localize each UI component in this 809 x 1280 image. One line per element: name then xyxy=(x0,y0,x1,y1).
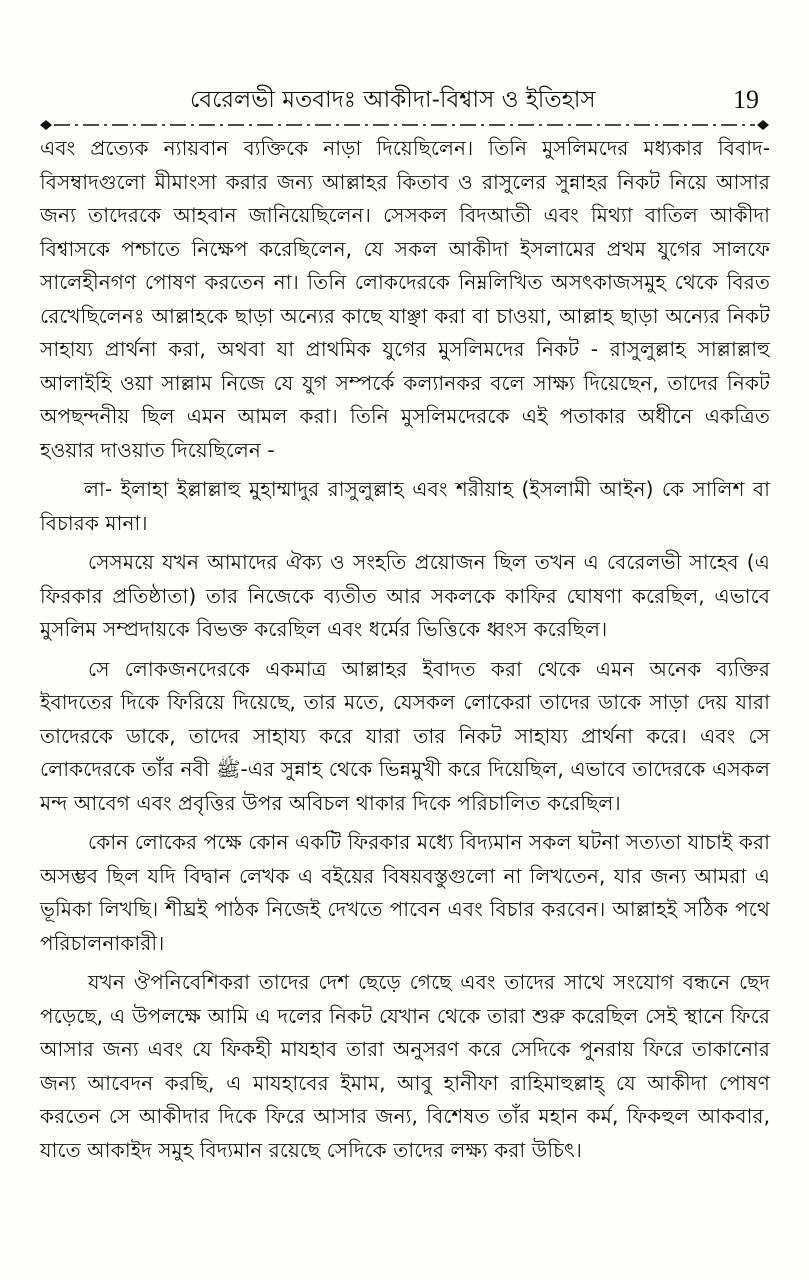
paragraph-1: এবং প্রত্যেক ন্যায়বান ব্যক্তিকে নাড়া দিয়েছিলেন। তিনি মুসলিমদের মধ্যকার বিবাদ-বিসম্বাদগুলো মীমাংসা করার জন্য আল্লাহর কিতাব ও রাসুলের সুন্নাহর নিকট নিয়ে আসার জন্য তাদেরকে আহবান জানিয়েছিলেন। সেসকল বিদআতী এবং মিথ্যা বাতিল আকীদা বিশ্বাসকে পশ্চাতে নিক্ষেপ করেছিলেন, যে সকল আকীদা ইসলামের প্রথম যুগের সালফে সালেহীনগণ পোষণ করতেন না। তিনি লোকদেরকে নিম্নলিখিত অসৎকাজসমুহ থেকে বিরত রেখেছিলেনঃ আল্লাহকে ছাড়া অন্যের কাছে যাঞ্ছা করা বা চাওয়া, আল্লাহ ছাড়া অন্যের নিকট সাহায্য প্রার্থনা করা, অথবা যা প্রাথমিক যুগের মুসলিমদের নিকট - রাসুলুল্লাহ সাল্লাল্লাহু আলাইহি ওয়া সাল্লাম নিজে যে যুগ সম্পর্কে কল্যানকর বলে সাক্ষ্য দিয়েছেন, তাদের নিকট অপছন্দনীয় ছিল এমন আমল করা। তিনি মুসলিমদেরকে এই পতাকার অধীনে একত্রিত হওয়ার দাওয়াত দিয়েছিলেন - xyxy=(40,136,770,462)
page-number: 19 xyxy=(733,85,759,114)
paragraph-4: সে লোকজনদেরকে একমাত্র আল্লাহর ইবাদত করা থেকে এমন অনেক ব্যক্তির ইবাদতের দিকে ফিরিয়ে দিয়েছে, তার মতে, যেসকল লোকেরা তাদের ডাকে সাড়া দেয় যারা তাদেরকে ডাকে, তাদের সাহায্য করে যারা তার নিকট সাহায্য প্রার্থনা করে। এবং সে লোকদেরকে তাঁর নবী ﷺ-এর সুন্নাহ থেকে ভিন্নমুখী করে দিয়েছিল, এভাবে তাদেরকে এসকল মন্দ আবেগ এবং প্রবৃত্তির উপর অবিচল থাকার দিকে পরিচালিত করেছিল। xyxy=(40,656,770,815)
ornamental-rule-graphic xyxy=(40,120,769,130)
paragraph-6: যখন ঔপনিবেশিকরা তাদের দেশ ছেড়ে গেছে এবং তাদের সাথে সংযোগ বন্ধনে ছেদ পড়েছে, এ উপলক্ষে আমি এ দলের নিকট যেখান থেকে তারা শুরু করেছিল সেই স্থানে ফিরে আসার জন্য এবং যে ফিকহী মাযহাব তারা অনুসরণ করে সেদিকে পুনরায় ফিরে তাকানোর জন্য আবেদন করছি, এ মাযহাবের ইমাম, আবু হানীফা রাহিমাহুল্লাহ্ যে আকীদা পোষণ করতেন সে আকীদার দিকে ফিরে আসার জন্য, বিশেষত তাঁর মহান কর্ম, ফিকহুল আকবার, যাতে আকাইদ সমুহ বিদ্যমান রয়েছে সেদিকে তাদের লক্ষ্য করা উচিৎ। xyxy=(40,970,770,1162)
header-ornamental-rule xyxy=(40,120,769,128)
running-header-title: বেরেলভী মতবাদঃ আকীদা-বিশ্বাস ও ইতিহাস xyxy=(190,87,596,113)
body-text xyxy=(40,132,770,1173)
paragraph-5: কোন লোকের পক্ষে কোন একটি ফিরকার মধ্যে বিদ্যমান সকল ঘটনা সত্যতা যাচাই করা অসম্ভব ছিল যদি বিদ্বান লেখক এ বইয়ের বিষয়বস্তুগুলো না লিখতেন, যার জন্য আমরা এ ভূমিকা লিখছি। শীঘ্রই পাঠক নিজেই দেখতে পাবেন এবং বিচার করবেন। আল্লাহই সঠিক পথে পরিচালনাকারী। xyxy=(40,830,770,955)
paragraph-3: সেসময়ে যখন আমাদের ঐক্য ও সংহতি প্রয়োজন ছিল তখন এ বেরেলভী সাহেব (এ ফিরকার প্রতিষ্ঠাতা) তার নিজেকে ব্যতীত আর সকলকে কাফির ঘোষণা করেছিল, এভাবে মুসলিম সম্প্রদায়কে বিভক্ত করেছিল এবং ধর্মের ভিত্তিকে ধ্বংস করেছিল। xyxy=(40,550,770,641)
paragraph-2: লা- ইলাহা ইল্লাল্লাহু মুহাম্মাদুর রাসুলুল্লাহ এবং শরীয়াহ (ইসলামী আইন) কে সালিশ বা বিচারক মানা। xyxy=(40,477,770,535)
running-header xyxy=(40,84,769,124)
